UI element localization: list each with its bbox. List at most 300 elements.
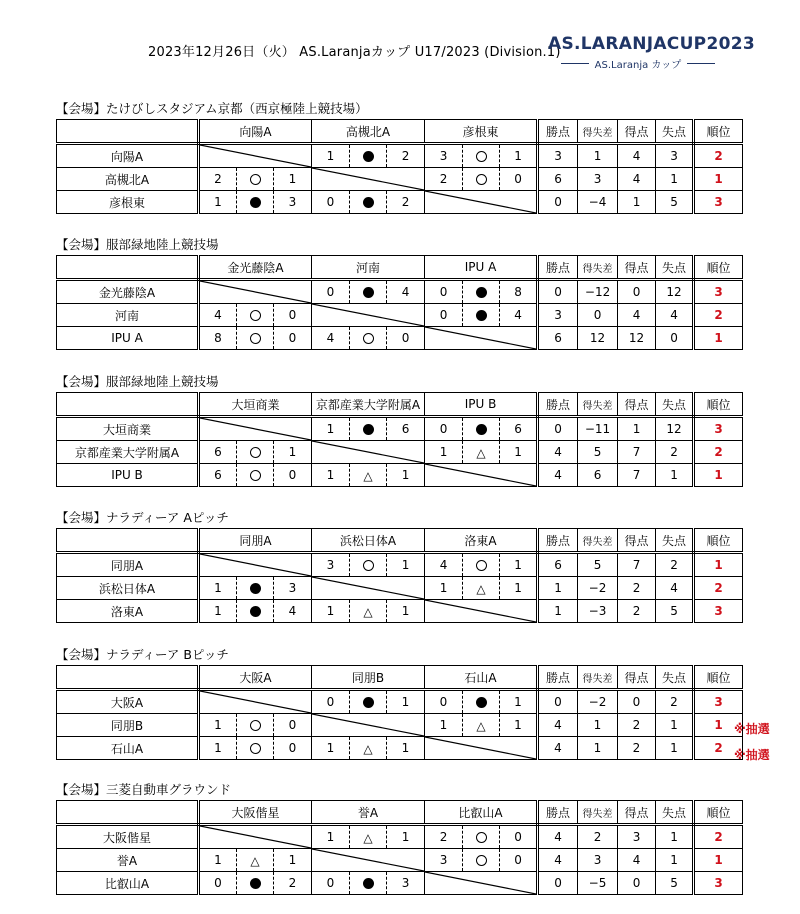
score-for: 2 (425, 168, 463, 191)
header-team-name: 金光藤陰A (199, 256, 312, 280)
header-team-name: 大阪A (199, 666, 312, 690)
rank-cell: 1 (694, 714, 743, 737)
against-cell: 3 (656, 144, 694, 168)
score-for: 4 (312, 327, 350, 350)
score-for: 1 (425, 577, 463, 600)
row-team-name: 高槻北A (57, 168, 199, 191)
points-cell: 4 (538, 849, 578, 872)
score-against: 1 (387, 690, 425, 714)
score-against: 3 (274, 191, 312, 214)
loss-mark (250, 583, 261, 594)
self-match-cell (199, 553, 312, 577)
goal-diff-cell: 3 (578, 168, 618, 191)
score-for: 0 (312, 280, 350, 304)
points-cell: 1 (538, 577, 578, 600)
loss-mark (363, 424, 374, 435)
result-mark-cell (237, 191, 274, 214)
header-team-name: 大垣商業 (199, 393, 312, 417)
against-cell: 2 (656, 441, 694, 464)
loss-mark (363, 151, 374, 162)
loss-mark (363, 878, 374, 889)
loss-mark (363, 697, 374, 708)
row-team-name: 金光藤陰A (57, 280, 199, 304)
self-match-cell (312, 304, 425, 327)
header-team-name: 河南 (312, 256, 425, 280)
venue-title: 【会場】ナラディーア Bピッチ (56, 647, 229, 662)
points-cell: 4 (538, 714, 578, 737)
score-for: 3 (312, 553, 350, 577)
goal-diff-cell: 6 (578, 464, 618, 487)
score-for: 4 (425, 553, 463, 577)
venue-block (56, 373, 756, 487)
goal-diff-cell: 1 (578, 144, 618, 168)
points-cell: 4 (538, 441, 578, 464)
header-empty-cell (57, 666, 199, 690)
score-against: 4 (500, 304, 538, 327)
row-team-name: 誉A (57, 849, 199, 872)
table-header-row (57, 529, 743, 553)
score-for: 1 (199, 714, 237, 737)
loss-mark (476, 287, 487, 298)
header-against: 失点 (656, 529, 694, 553)
score-against: 0 (500, 168, 538, 191)
points-cell: 0 (538, 872, 578, 895)
result-mark-cell (350, 872, 387, 895)
header-points: 勝点 (538, 666, 578, 690)
against-cell: 0 (656, 327, 694, 350)
header-team-name: 洛東A (425, 529, 538, 553)
points-cell: 6 (538, 553, 578, 577)
table-header-row (57, 393, 743, 417)
header-empty-cell (57, 120, 199, 144)
score-against: 1 (274, 849, 312, 872)
header-goal-diff: 得失差 (578, 256, 618, 280)
logo-sub (548, 56, 728, 71)
score-for: 1 (199, 577, 237, 600)
loss-mark (250, 878, 261, 889)
loss-mark (476, 310, 487, 321)
goals-cell: 0 (618, 690, 656, 714)
score-against: 1 (500, 577, 538, 600)
header-against: 失点 (656, 666, 694, 690)
result-mark-cell (237, 872, 274, 895)
header-team-name: 同朋A (199, 529, 312, 553)
result-mark-cell (463, 825, 500, 849)
score-for: 0 (425, 417, 463, 441)
points-cell: 4 (538, 825, 578, 849)
row-team-name: IPU B (57, 464, 199, 487)
result-mark-cell (463, 304, 500, 327)
win-mark (476, 174, 487, 185)
result-mark-cell (350, 464, 387, 487)
header-goal-diff: 得失差 (578, 666, 618, 690)
header-points: 勝点 (538, 256, 578, 280)
table-row (57, 327, 743, 350)
goals-cell: 4 (618, 849, 656, 872)
header-team-name: IPU B (425, 393, 538, 417)
against-cell: 1 (656, 714, 694, 737)
score-against: 0 (274, 304, 312, 327)
table-header-row (57, 801, 743, 825)
self-match-cell (312, 168, 425, 191)
points-cell: 4 (538, 464, 578, 487)
row-team-name: 向陽A (57, 144, 199, 168)
row-team-name: IPU A (57, 327, 199, 350)
win-mark (250, 720, 261, 731)
score-for: 2 (199, 168, 237, 191)
self-match-cell (199, 144, 312, 168)
venue-block (56, 100, 756, 214)
score-against: 1 (274, 441, 312, 464)
header-rank: 順位 (694, 256, 743, 280)
self-match-cell (425, 600, 538, 623)
points-cell: 0 (538, 280, 578, 304)
goal-diff-cell: −12 (578, 280, 618, 304)
row-team-name: 彦根東 (57, 191, 199, 214)
score-for: 1 (312, 825, 350, 849)
table-row (57, 849, 743, 872)
table-row (57, 144, 743, 168)
score-against: 1 (274, 168, 312, 191)
goals-cell: 2 (618, 600, 656, 623)
result-mark-cell (237, 168, 274, 191)
rank-cell: 2 (694, 737, 743, 760)
score-for: 1 (199, 849, 237, 872)
header-goals: 得点 (618, 256, 656, 280)
goal-diff-cell: 2 (578, 825, 618, 849)
score-for: 6 (199, 441, 237, 464)
result-mark-cell (463, 168, 500, 191)
header-against: 失点 (656, 120, 694, 144)
goals-cell: 3 (618, 825, 656, 849)
result-mark-cell (237, 464, 274, 487)
goals-cell: 1 (618, 417, 656, 441)
loss-mark (476, 697, 487, 708)
result-mark-cell (463, 849, 500, 872)
score-for: 1 (199, 191, 237, 214)
score-for: 1 (425, 714, 463, 737)
result-mark-cell (237, 441, 274, 464)
header-team-name: 大阪偕星 (199, 801, 312, 825)
score-for: 2 (425, 825, 463, 849)
result-mark-cell (237, 737, 274, 760)
result-mark-cell (463, 441, 500, 464)
self-match-cell (199, 417, 312, 441)
points-cell: 1 (538, 600, 578, 623)
header-goals: 得点 (618, 120, 656, 144)
header-points: 勝点 (538, 801, 578, 825)
draw-mark: △ (363, 468, 373, 483)
self-match-cell (312, 577, 425, 600)
header-against: 失点 (656, 393, 694, 417)
score-against: 4 (387, 280, 425, 304)
rank-cell: 1 (694, 849, 743, 872)
score-against: 8 (500, 280, 538, 304)
score-for: 1 (312, 464, 350, 487)
logo-sub-text: AS.Laranja カップ (594, 60, 682, 71)
header-points: 勝点 (538, 393, 578, 417)
loss-mark (250, 197, 261, 208)
result-mark-cell (350, 417, 387, 441)
score-for: 1 (199, 737, 237, 760)
points-cell: 6 (538, 168, 578, 191)
score-for: 1 (199, 600, 237, 623)
against-cell: 2 (656, 690, 694, 714)
score-against: 1 (500, 714, 538, 737)
standings-table (56, 528, 743, 623)
row-team-name: 大阪A (57, 690, 199, 714)
score-for: 0 (425, 280, 463, 304)
score-against: 0 (274, 327, 312, 350)
page-title: 2023年12月26日（火） AS.Laranjaカップ U17/2023 (Division.1) (148, 45, 561, 60)
self-match-cell (425, 737, 538, 760)
against-cell: 1 (656, 849, 694, 872)
rank-cell: 1 (694, 327, 743, 350)
loss-mark (363, 197, 374, 208)
goals-cell: 2 (618, 714, 656, 737)
rank-cell: 3 (694, 280, 743, 304)
table-row (57, 600, 743, 623)
self-match-cell (312, 849, 425, 872)
standings-table (56, 800, 743, 895)
self-match-cell (425, 191, 538, 214)
draw-mark: △ (363, 741, 373, 756)
score-against: 0 (387, 327, 425, 350)
self-match-cell (425, 327, 538, 350)
header-goals: 得点 (618, 529, 656, 553)
score-against: 1 (387, 464, 425, 487)
result-mark-cell (237, 327, 274, 350)
score-against: 1 (500, 553, 538, 577)
header-goal-diff: 得失差 (578, 393, 618, 417)
points-cell: 3 (538, 144, 578, 168)
score-against: 0 (274, 737, 312, 760)
rank-cell: 3 (694, 191, 743, 214)
header-empty-cell (57, 801, 199, 825)
win-mark (250, 310, 261, 321)
win-mark (250, 333, 261, 344)
header-against: 失点 (656, 801, 694, 825)
loss-mark (363, 287, 374, 298)
score-for: 0 (425, 304, 463, 327)
score-for: 4 (199, 304, 237, 327)
win-mark (476, 151, 487, 162)
loss-mark (476, 424, 487, 435)
goal-diff-cell: −2 (578, 577, 618, 600)
goal-diff-cell: −11 (578, 417, 618, 441)
result-mark-cell (463, 714, 500, 737)
goal-diff-cell: 5 (578, 441, 618, 464)
rank-cell: 3 (694, 417, 743, 441)
row-team-name: 大垣商業 (57, 417, 199, 441)
header-goals: 得点 (618, 393, 656, 417)
header-team-name: 比叡山A (425, 801, 538, 825)
score-for: 3 (425, 849, 463, 872)
score-against: 2 (387, 144, 425, 168)
table-row (57, 280, 743, 304)
score-for: 0 (425, 690, 463, 714)
goal-diff-cell: 0 (578, 304, 618, 327)
table-row (57, 464, 743, 487)
self-match-cell (199, 690, 312, 714)
table-row (57, 690, 743, 714)
goal-diff-cell: 3 (578, 849, 618, 872)
row-team-name: 石山A (57, 737, 199, 760)
against-cell: 1 (656, 464, 694, 487)
score-for: 3 (425, 144, 463, 168)
table-row (57, 714, 743, 737)
logo-line-left (561, 63, 589, 64)
score-for: 1 (425, 441, 463, 464)
logo-main-text: AS.LARANJACUP2023 (548, 34, 755, 54)
header-empty-cell (57, 529, 199, 553)
score-against: 0 (500, 849, 538, 872)
row-team-name: 京都産業大学附属A (57, 441, 199, 464)
against-cell: 4 (656, 304, 694, 327)
result-mark-cell (463, 144, 500, 168)
table-row (57, 304, 743, 327)
points-cell: 0 (538, 690, 578, 714)
draw-mark: △ (476, 581, 486, 596)
loss-mark (250, 606, 261, 617)
result-mark-cell (237, 600, 274, 623)
result-mark-cell (237, 849, 274, 872)
standings-table (56, 119, 743, 214)
score-against: 1 (500, 441, 538, 464)
header-against: 失点 (656, 256, 694, 280)
table-row (57, 191, 743, 214)
row-team-name: 洛東A (57, 600, 199, 623)
rank-cell: 1 (694, 464, 743, 487)
result-mark-cell (350, 737, 387, 760)
row-team-name: 同朋A (57, 553, 199, 577)
goals-cell: 1 (618, 191, 656, 214)
score-for: 1 (312, 144, 350, 168)
draw-mark: △ (363, 604, 373, 619)
result-mark-cell (237, 304, 274, 327)
goals-cell: 0 (618, 280, 656, 304)
table-row (57, 168, 743, 191)
header-team-name: 高槻北A (312, 120, 425, 144)
score-against: 6 (387, 417, 425, 441)
result-mark-cell (237, 577, 274, 600)
goal-diff-cell: 5 (578, 553, 618, 577)
table-row (57, 825, 743, 849)
venue-block (56, 236, 756, 350)
goals-cell: 2 (618, 737, 656, 760)
row-team-name: 浜松日体A (57, 577, 199, 600)
goals-cell: 0 (618, 872, 656, 895)
win-mark (476, 832, 487, 843)
header-team-name: 向陽A (199, 120, 312, 144)
header-team-name: 同朋B (312, 666, 425, 690)
header-goal-diff: 得失差 (578, 529, 618, 553)
standings-table (56, 392, 743, 487)
row-team-name: 河南 (57, 304, 199, 327)
venue-title: 【会場】たけびしスタジアム京都（西京極陸上競技場） (56, 101, 368, 116)
against-cell: 5 (656, 191, 694, 214)
points-cell: 0 (538, 191, 578, 214)
score-for: 1 (312, 417, 350, 441)
goals-cell: 4 (618, 304, 656, 327)
header-team-name: 彦根東 (425, 120, 538, 144)
score-for: 0 (199, 872, 237, 895)
header-team-name: IPU A (425, 256, 538, 280)
header-rank: 順位 (694, 393, 743, 417)
header-points: 勝点 (538, 529, 578, 553)
venue-title: 【会場】ナラディーア Aピッチ (56, 510, 229, 525)
result-mark-cell (350, 690, 387, 714)
goals-cell: 4 (618, 144, 656, 168)
header-points: 勝点 (538, 120, 578, 144)
goal-diff-cell: 12 (578, 327, 618, 350)
win-mark (476, 855, 487, 866)
self-match-cell (312, 441, 425, 464)
goals-cell: 2 (618, 577, 656, 600)
logo-line-right (687, 63, 715, 64)
win-mark (250, 743, 261, 754)
goal-diff-cell: −2 (578, 690, 618, 714)
venue-title: 【会場】服部緑地陸上競技場 (56, 374, 219, 389)
result-mark-cell (463, 553, 500, 577)
result-mark-cell (350, 327, 387, 350)
against-cell: 1 (656, 737, 694, 760)
score-for: 0 (312, 690, 350, 714)
score-against: 2 (274, 872, 312, 895)
result-mark-cell (463, 417, 500, 441)
goal-diff-cell: −5 (578, 872, 618, 895)
self-match-cell (312, 714, 425, 737)
score-against: 3 (274, 577, 312, 600)
self-match-cell (425, 872, 538, 895)
score-against: 1 (500, 690, 538, 714)
table-row (57, 553, 743, 577)
self-match-cell (425, 464, 538, 487)
result-mark-cell (350, 144, 387, 168)
goal-diff-cell: 1 (578, 737, 618, 760)
header-team-name: 京都産業大学附属A (312, 393, 425, 417)
score-against: 0 (274, 714, 312, 737)
score-against: 0 (274, 464, 312, 487)
score-against: 4 (274, 600, 312, 623)
header-rank: 順位 (694, 529, 743, 553)
rank-cell: 2 (694, 577, 743, 600)
goal-diff-cell: −4 (578, 191, 618, 214)
rank-cell: 2 (694, 825, 743, 849)
standings-table (56, 255, 743, 350)
goals-cell: 7 (618, 464, 656, 487)
self-match-cell (199, 280, 312, 304)
header-team-name: 石山A (425, 666, 538, 690)
score-against: 1 (387, 553, 425, 577)
header-goals: 得点 (618, 801, 656, 825)
self-match-cell (199, 825, 312, 849)
result-mark-cell (463, 577, 500, 600)
result-mark-cell (350, 191, 387, 214)
goal-diff-cell: −3 (578, 600, 618, 623)
header-team-name: 誉A (312, 801, 425, 825)
table-row (57, 441, 743, 464)
result-mark-cell (350, 280, 387, 304)
header-team-name: 浜松日体A (312, 529, 425, 553)
score-for: 1 (312, 600, 350, 623)
lottery-note: ※抽選 (734, 748, 770, 762)
against-cell: 5 (656, 872, 694, 895)
score-against: 6 (500, 417, 538, 441)
result-mark-cell (350, 553, 387, 577)
result-mark-cell (237, 714, 274, 737)
header-rank: 順位 (694, 666, 743, 690)
